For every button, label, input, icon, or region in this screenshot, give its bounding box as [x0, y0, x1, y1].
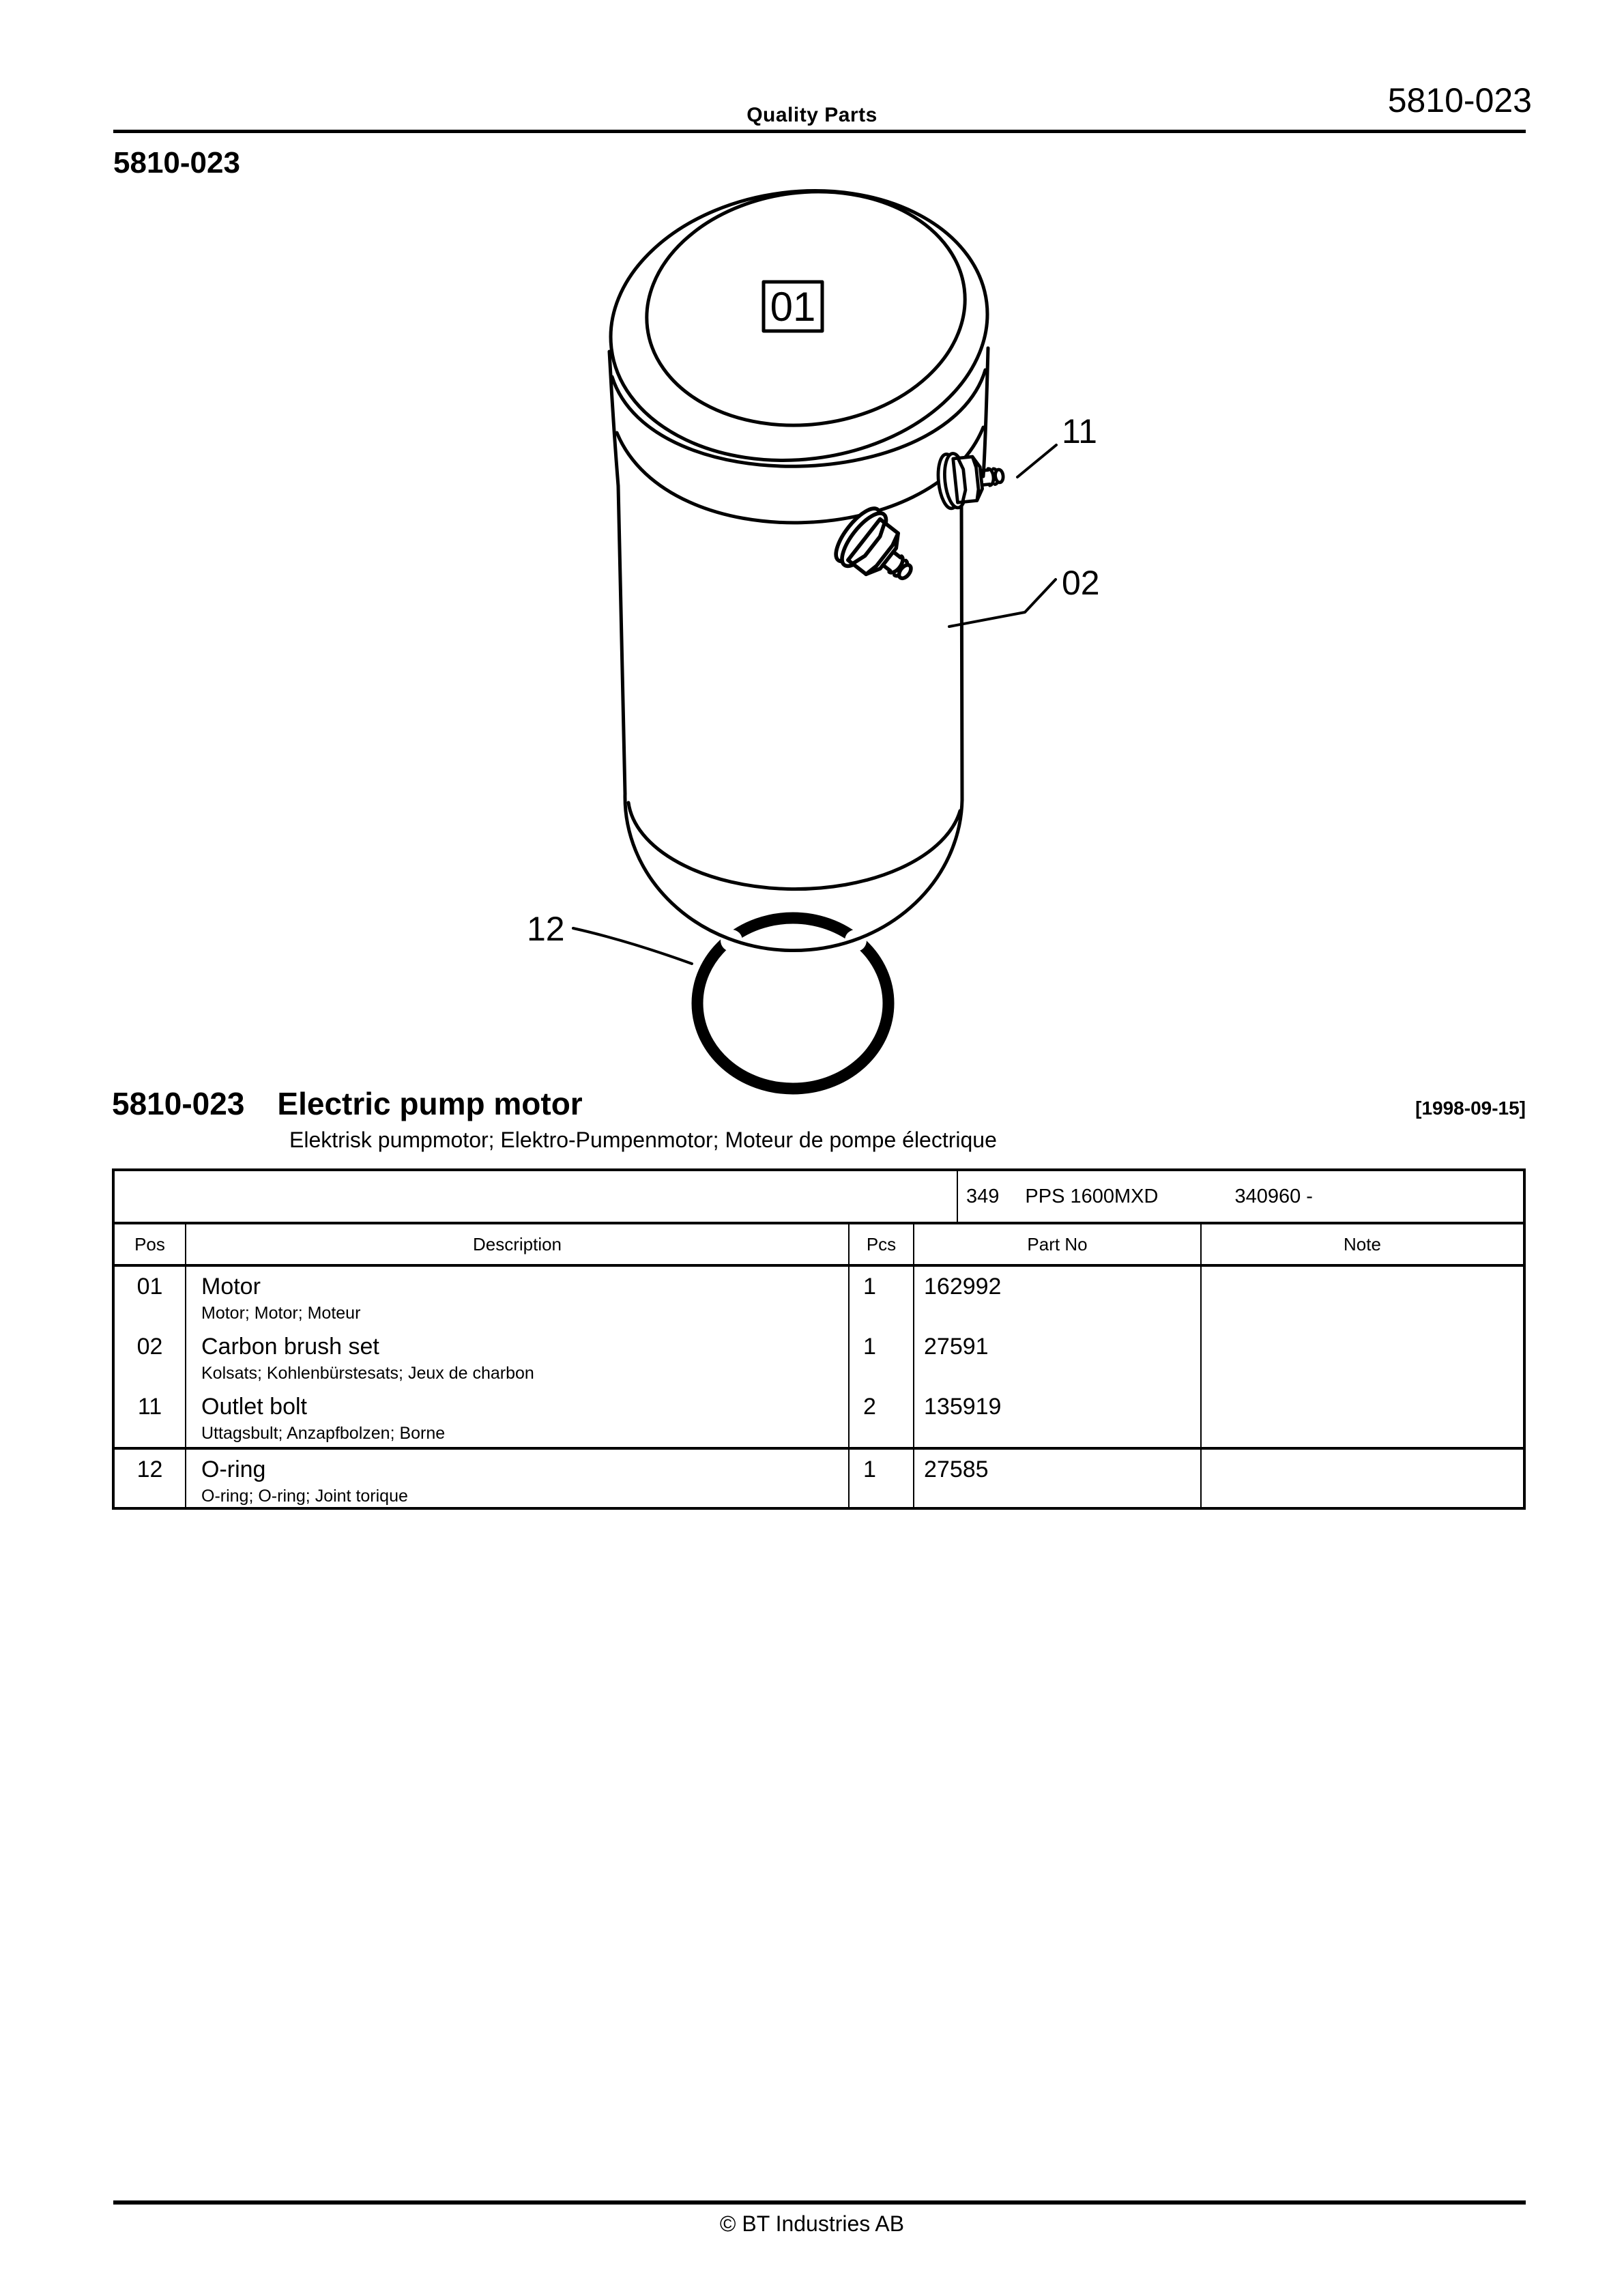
- row-note: [1202, 1387, 1523, 1447]
- row-description-alt: Uttagsbult; Anzapfbolzen; Borne: [201, 1424, 446, 1443]
- motor-bottom-outer-arc: [625, 794, 962, 951]
- row-note: [1202, 1327, 1523, 1387]
- motor-side-right: [961, 500, 962, 800]
- section-title: Electric pump motor: [277, 1086, 583, 1121]
- row-pcs: 1: [850, 1327, 914, 1387]
- section-number: 5810-023: [112, 1086, 245, 1121]
- row-part-no: 162992: [914, 1267, 1202, 1327]
- callout-02-label: 02: [1062, 564, 1100, 602]
- footer-copyright: © BT Industries AB: [719, 2211, 905, 2236]
- header-rule: [113, 130, 1526, 133]
- group-header-empty-cell: [115, 1171, 957, 1222]
- column-header-partno: Part No: [914, 1224, 1202, 1264]
- callout-02-leader: [949, 579, 1056, 627]
- row-pcs: 1: [850, 1267, 914, 1327]
- column-header-note: Note: [1344, 1233, 1381, 1254]
- row-description-alt: Kolsats; Kohlenbürstesats; Jeux de charbon: [201, 1364, 534, 1383]
- row-part-no: 27591: [914, 1327, 1202, 1387]
- column-header-pos: Pos: [115, 1224, 186, 1264]
- motor-bottom-inner-arc: [628, 803, 960, 889]
- serial-range: 340960 -: [1234, 1185, 1313, 1207]
- row-pcs: 1: [850, 1450, 914, 1507]
- column-header-pcs: Pcs: [850, 1224, 914, 1264]
- table-row: [115, 1450, 1523, 1507]
- doc-header-title: Quality Parts: [746, 104, 878, 126]
- column-header-description: Description: [186, 1224, 850, 1264]
- row-pos: 02: [115, 1327, 186, 1387]
- exploded-view-figure: [444, 164, 1249, 1119]
- callout-01-label: 01: [770, 284, 816, 330]
- table-row: [115, 1267, 1523, 1327]
- doc-number: 5810-023: [1387, 81, 1532, 119]
- table-header-row: [115, 1224, 1523, 1267]
- row-description: O-ring: [201, 1456, 266, 1482]
- row-note: [1202, 1267, 1523, 1327]
- row-pos: 01: [115, 1267, 186, 1327]
- cap-edge-right: [983, 348, 988, 476]
- callout-11-label: 11: [1062, 412, 1097, 450]
- callout-12-label: 12: [527, 910, 565, 948]
- section-number-top: 5810-023: [113, 146, 240, 180]
- footer-rule: [113, 2200, 1526, 2205]
- row-description: Motor: [201, 1274, 261, 1300]
- group-header-model-cell: [957, 1171, 1523, 1222]
- row-pos: 11: [115, 1387, 186, 1447]
- model-code: 349: [966, 1185, 1000, 1207]
- section-subtitle: Elektrisk pumpmotor; Elektro-Pumpenmotor; Moteur de pompe électrique: [289, 1128, 997, 1152]
- terminal-bolt-lower: [828, 502, 928, 600]
- row-part-no: 135919: [914, 1387, 1202, 1447]
- row-note: [1202, 1450, 1523, 1507]
- row-description: Outlet bolt: [201, 1394, 307, 1420]
- row-description-alt: O-ring; O-ring; Joint torique: [201, 1487, 408, 1506]
- table-group-header-row: [115, 1171, 1523, 1224]
- row-description-alt: Motor; Motor; Moteur: [201, 1304, 361, 1323]
- table-row: [115, 1327, 1523, 1387]
- row-part-no: 27585: [914, 1450, 1202, 1507]
- row-pcs: 2: [850, 1387, 914, 1447]
- row-pos: 12: [115, 1450, 186, 1507]
- parts-table: [112, 1168, 1526, 1510]
- callout-12-leader: [573, 928, 692, 964]
- row-description: Carbon brush set: [201, 1334, 379, 1360]
- cap-band-arc-upper: [612, 370, 985, 466]
- section-title-row: [112, 1085, 1526, 1122]
- section-date: [1998-09-15]: [1415, 1097, 1526, 1119]
- terminal-bolt-11: [936, 448, 1006, 509]
- table-row: [115, 1387, 1523, 1447]
- model-name: PPS 1600MXD: [1025, 1185, 1159, 1207]
- motor-side-left: [618, 486, 625, 794]
- callout-11-leader: [1017, 445, 1056, 477]
